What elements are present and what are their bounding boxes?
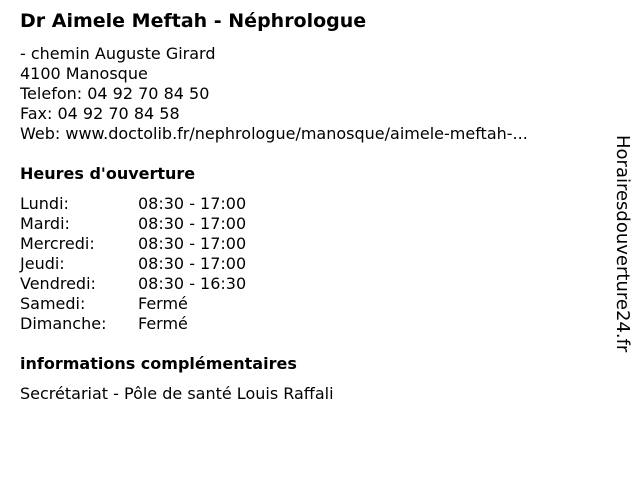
additional-info-heading: informations complémentaires xyxy=(20,354,297,373)
website-link[interactable]: Web: www.doctolib.fr/nephrologue/manosque/aimele-meftah-... xyxy=(20,124,528,143)
day-label: Vendredi: xyxy=(20,274,96,293)
day-label: Mercredi: xyxy=(20,234,95,253)
day-label: Dimanche: xyxy=(20,314,107,333)
day-hours: 08:30 - 17:00 xyxy=(138,234,247,253)
hours-row-friday xyxy=(20,274,246,294)
day-hours: 08:30 - 17:00 xyxy=(138,254,247,273)
city-address: 4100 Manosque xyxy=(20,64,148,83)
phone-number: Telefon: 04 92 70 84 50 xyxy=(20,84,210,103)
day-label: Samedi: xyxy=(20,294,86,313)
additional-info-text: Secrétariat - Pôle de santé Louis Raffali xyxy=(20,384,334,403)
hours-row-sunday xyxy=(20,314,246,334)
hours-row-tuesday xyxy=(20,214,246,234)
day-hours: Fermé xyxy=(138,314,188,333)
day-label: Lundi: xyxy=(20,194,69,213)
hours-row-saturday xyxy=(20,294,246,314)
day-label: Mardi: xyxy=(20,214,70,233)
hours-row-monday xyxy=(20,194,246,214)
day-hours: 08:30 - 16:30 xyxy=(138,274,247,293)
day-hours: 08:30 - 17:00 xyxy=(138,214,247,233)
day-hours: 08:30 - 17:00 xyxy=(138,194,247,213)
opening-hours-table xyxy=(20,194,246,334)
street-address: - chemin Auguste Girard xyxy=(20,44,216,63)
day-hours: Fermé xyxy=(138,294,188,313)
hours-row-wednesday xyxy=(20,234,246,254)
opening-hours-heading: Heures d'ouverture xyxy=(20,164,196,183)
site-watermark: Horairesdouverture24.fr xyxy=(612,135,633,353)
address-block xyxy=(20,44,528,144)
fax-number: Fax: 04 92 70 84 58 xyxy=(20,104,180,123)
day-label: Jeudi: xyxy=(20,254,65,273)
page-title: Dr Aimele Meftah - Néphrologue xyxy=(20,10,367,32)
hours-row-thursday xyxy=(20,254,246,274)
